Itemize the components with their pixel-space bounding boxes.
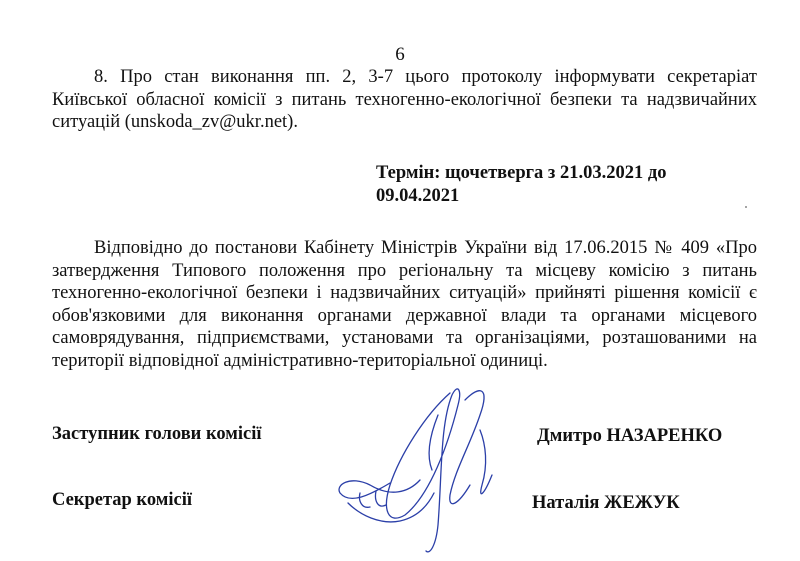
page-number: 6 bbox=[395, 44, 405, 65]
deadline-line-2: 09.04.2021 bbox=[376, 185, 460, 206]
deputy-head-role: Заступник голови комісії bbox=[52, 424, 262, 444]
item-8-paragraph: 8. Про стан виконання пп. 2, 3-7 цього протоколу інформувати секретаріат Київської обласної комісії з питань техногенно-екологічної безпеки та надзвичайних ситуацій (unskoda_zv@ukr.net). bbox=[52, 67, 757, 132]
decision-paragraph: Відповідно до постанови Кабінету Міністрів України від 17.06.2015 № 409 «Про затвердження Типового положення про регіональну та місцеву комісію з питань техногенно-екологічної безпеки і надзвичайних ситуацій» прийняті рішення комісії є обов'язковими для виконання органами державної влади та органами місцевого самоврядування, підприємствами, установами та організаціями, розташованими на території відповідної адміністративно-територіальної одиниці. bbox=[52, 238, 757, 371]
handwritten-signature bbox=[330, 375, 560, 561]
secretary-role: Секретар комісії bbox=[52, 490, 192, 510]
scan-speck bbox=[745, 206, 747, 208]
secretary-name: Наталія ЖЕЖУК bbox=[532, 493, 680, 513]
deputy-head-name: Дмитро НАЗАРЕНКО bbox=[537, 426, 723, 446]
deadline-block bbox=[376, 162, 736, 207]
deadline-line-1: Термін: щочетверга з 21.03.2021 до bbox=[376, 163, 667, 183]
